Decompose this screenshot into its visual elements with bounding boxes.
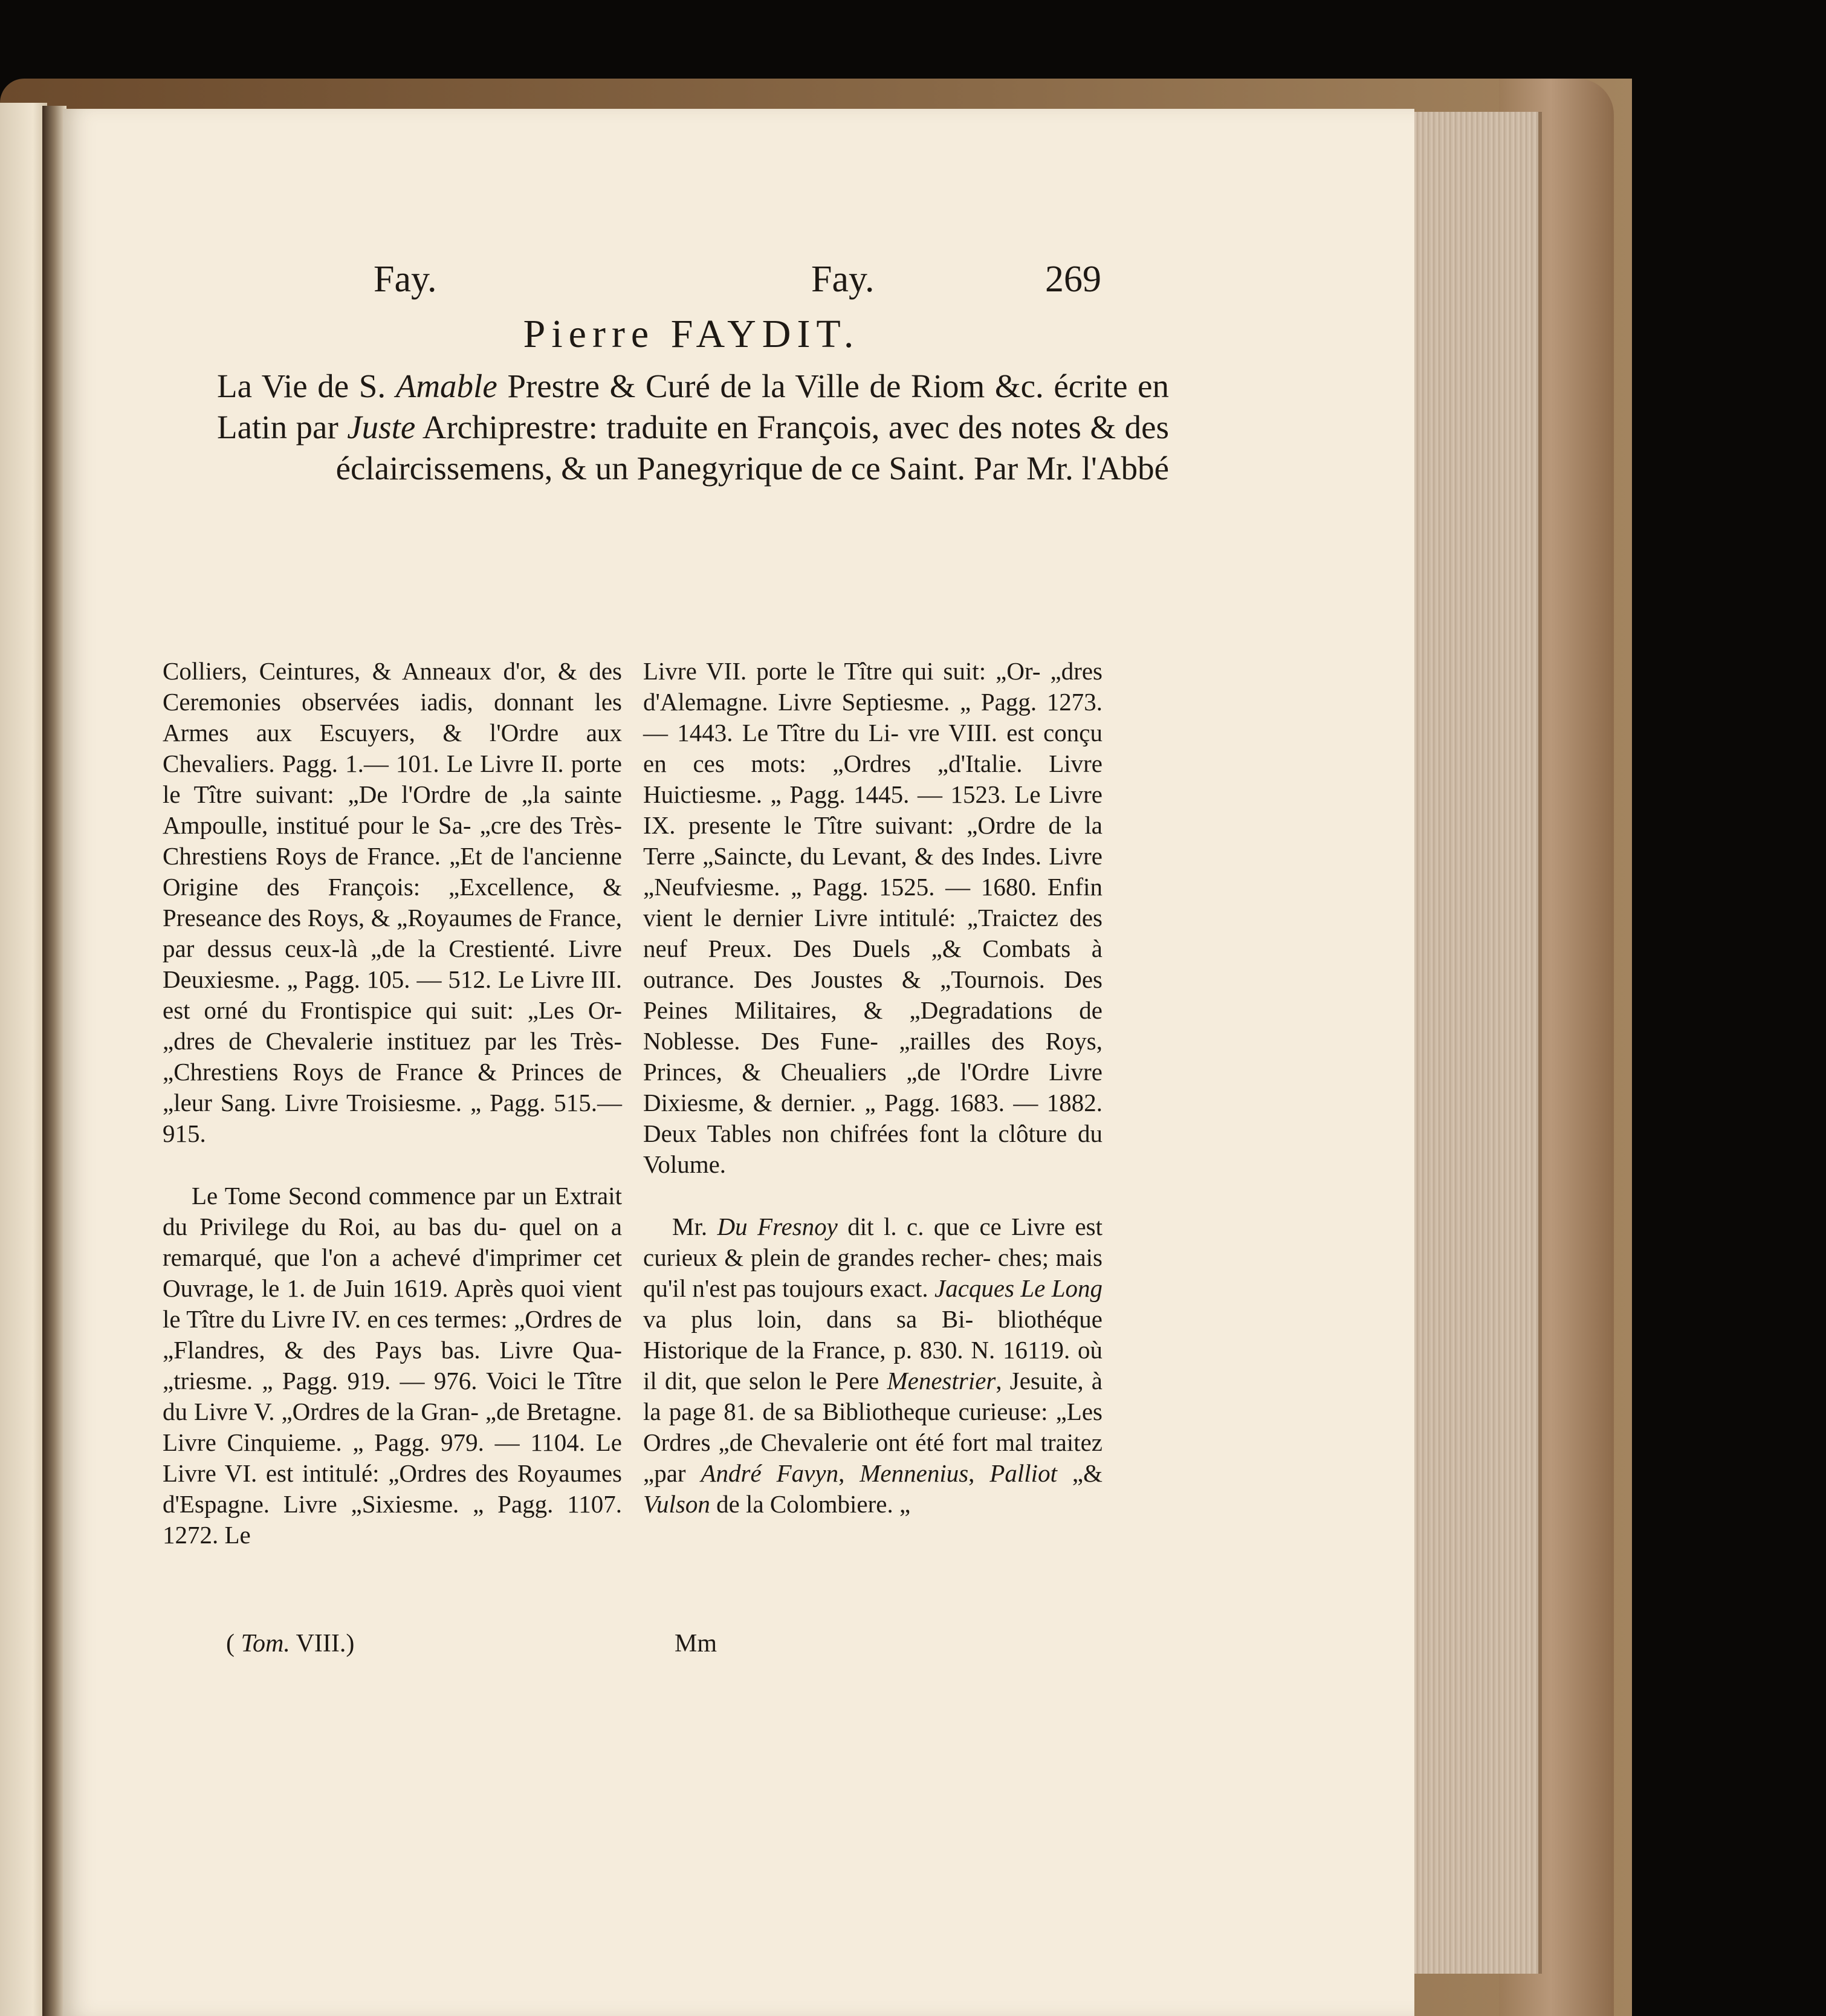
right-column-paragraph-1: Livre VII. porte le Tître qui suit: „Or- „dres d'Alemagne. Livre Septiesme. „ Pagg. 1273. — 1443. Le Tître du Li- vre VIII. est conçu en ces mots: „Ordres „d'Italie. Livre Huictiesme. „ Pagg. 1445. — 1523. Le Livre IX. presente le Tître suivant: „Ordre de la Terre „Saincte, du Levant, & des Indes. Livre „Neufviesme. „ Pagg. 1525. — 1680. Enfin vient le dernier Livre intitulé: „Traictez des neuf Preux. Des Duels „& Combats à outrance. Des Joustes & „Tournois. Des Peines Militaires, & „Degradations de Noblesse. Des Fune- „railles des Roys, Princes, & Cheualiers „de l'Ordre Livre Dixiesme, & dernier. „ Pagg. 1683. — 1882. Deux Tables non chifrées font la clôture du Volume. xyxy=(643,657,1102,1178)
text-run: VIII.) xyxy=(290,1630,355,1658)
text-run: ( xyxy=(226,1630,241,1658)
text-run: dit l. c. que ce Livre est curieux & plein de grandes recher- ches; mais qu'il n'est pas toujours exact. xyxy=(643,1213,1102,1302)
running-head-left: Fay. xyxy=(374,259,437,300)
left-page-edge xyxy=(0,103,47,2016)
title-part-1: La Vie de S. xyxy=(217,368,396,404)
volume-marker xyxy=(226,1629,354,1658)
name-favyn: André Favyn xyxy=(701,1459,839,1487)
name-du-fresnoy: Du Fresnoy xyxy=(717,1213,838,1240)
running-head-center: Fay. xyxy=(811,259,875,300)
name-menestrier: Menestrier xyxy=(887,1367,996,1395)
entry-heading: Pierre FAYDIT. xyxy=(523,312,860,356)
name-vulson: Vulson xyxy=(643,1490,710,1518)
left-column-paragraph-2: Le Tome Second commence par un Extrait du Privilege du Roi, au bas du- quel on a remarqué, que l'on a achevé d'imprimer cet Ouvrage, le 1. de Juin 1619. Après quoi vient le Tître du Livre IV. en ces termes: „Ordres de „Flandres, & des Pays bas. Livre Qua- „triesme. „ Pagg. 919. — 976. Voici le Tître du Livre V. „Ordres de la Gran- „de Bretagne. Livre Cinquieme. „ Pagg. 979. — 1104. Le Livre VI. est intitulé: „Ordres des Royaumes d'Espagne. Livre „Sixiesme. „ Pagg. 1107. 1272. Le xyxy=(163,1182,622,1549)
right-column-paragraph-2 xyxy=(643,1211,1102,1520)
left-column-paragraph-1: Colliers, Ceintures, & Anneaux d'or, & des Ceremonies observées iadis, donnant les Armes aux Escuyers, & l'Ordre aux Chevaliers. Pagg. 1.— 101. Le Livre II. porte le Tître suivant: „De l'Ordre de „la sainte Ampoulle, institué pour le Sa- „cre des Très-Chrestiens Roys de France. „Et de l'ancienne Origine des François: „Excellence, & Preseance des Roys, & „Royaumes de France, par dessus ceux-là „de la Crestienté. Livre Deuxiesme. „ Pagg. 105. — 512. Le Livre III. est orné du Frontispice qui suit: „Les Or- „dres de Chevalerie instituez par les Très- „Chrestiens Roys de France & Princes de „leur Sang. Livre Troisiesme. „ Pagg. 515.—915. xyxy=(163,657,622,1147)
text-run: Tom. xyxy=(241,1630,290,1658)
text-run: va plus loin, dans sa Bi- bliothéque Historique de la France, p. 830. N. 16119. où il dit, que selon le Pere xyxy=(643,1305,1102,1395)
name-mennenius: Mennenius xyxy=(860,1459,969,1487)
page-edges xyxy=(1408,112,1542,1974)
left-column xyxy=(163,656,622,1551)
saint-name: Amable xyxy=(395,368,497,404)
author-name: Juste xyxy=(347,409,416,446)
title-part-2: Prestre & Curé de la Ville de Riom &c. écrite en Latin par xyxy=(217,368,1169,446)
right-column xyxy=(643,656,1102,1520)
page-number: 269 xyxy=(1045,259,1101,300)
title-block xyxy=(217,366,1169,489)
name-le-long: Jacques Le Long xyxy=(934,1274,1102,1302)
text-run: Mr. xyxy=(672,1213,717,1240)
text-run: , xyxy=(838,1459,860,1487)
book-page xyxy=(63,109,1414,2016)
text-run: , xyxy=(968,1459,990,1487)
text-run: „& xyxy=(1057,1459,1102,1487)
text-run: , Jesuite, à la page 81. de sa Bibliotheque curieuse: „Les Ordres „de Chevalerie ont été fort mal traitez „par xyxy=(643,1367,1103,1487)
name-palliot: Palliot xyxy=(989,1459,1057,1487)
title-part-3: Archiprestre: traduite en François, avec des notes & des éclaircissemens, & un Panegyrique de ce Saint. Par Mr. l'Abbé xyxy=(335,409,1169,487)
text-run: de la Colombiere. „ xyxy=(710,1490,911,1518)
signature-mark: Mm xyxy=(675,1630,717,1658)
